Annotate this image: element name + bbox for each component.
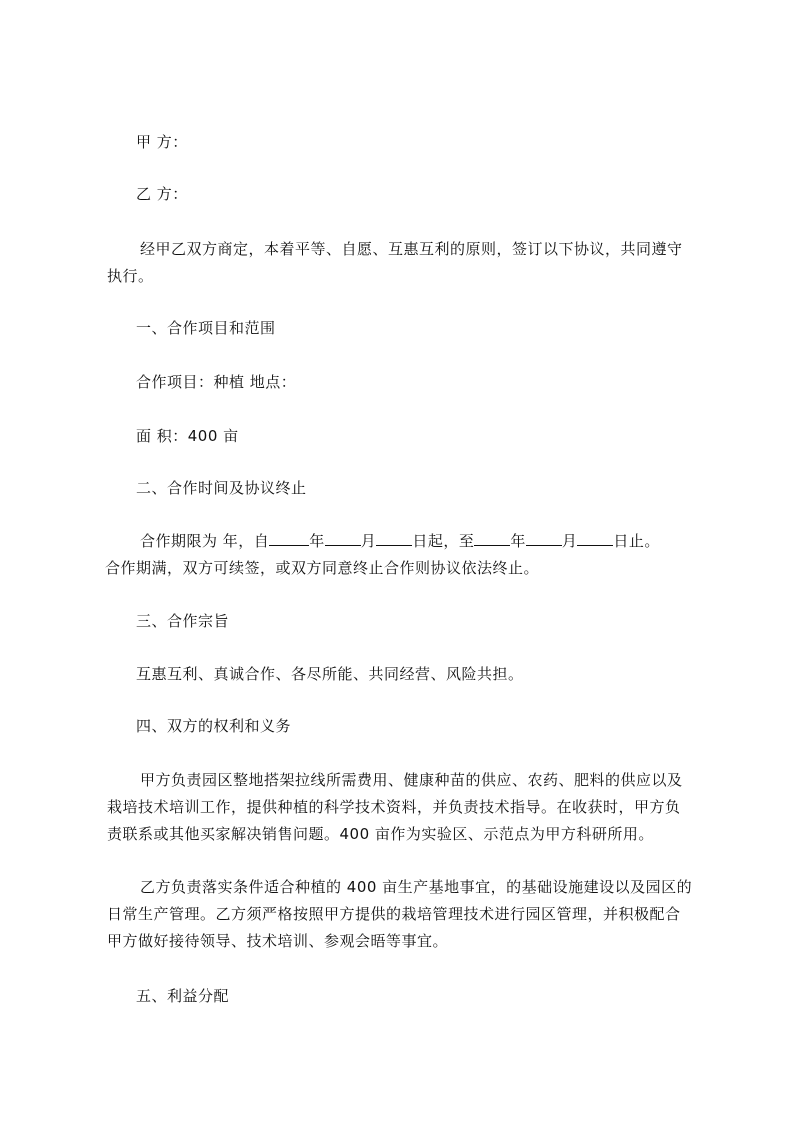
term-year-2: 年 xyxy=(510,532,526,550)
purpose-line: 互惠互利、真诚合作、各尽所能、共同经营、风险共担。 xyxy=(136,665,524,683)
party-b-duty-line-1: 乙方负责落实条件适合种植的 400 亩生产基地事宜，的基础设施建设以及园区的 xyxy=(140,878,693,896)
section-2-heading: 二、合作时间及协议终止 xyxy=(136,479,307,497)
area-line: 面 积：400 亩 xyxy=(136,427,239,445)
intro-paragraph-line-1: 经甲乙双方商定，本着平等、自愿、互惠互利的原则，签订以下协议，共同遵守 xyxy=(140,240,683,258)
term-line xyxy=(140,531,660,551)
party-b-duty-line-3: 甲方做好接待领导、技术培训、参观会晤等事宜。 xyxy=(107,932,449,950)
intro-paragraph-line-2: 执行。 xyxy=(107,267,154,285)
section-5-heading: 五、利益分配 xyxy=(136,987,230,1005)
end-day-blank xyxy=(577,531,613,546)
start-day-blank xyxy=(376,531,412,546)
party-b-duty-line-2: 日常生产管理。乙方须严格按照甲方提供的栽培管理技术进行园区管理，并积极配合 xyxy=(107,905,681,923)
term-day-2: 日止。 xyxy=(613,532,660,550)
section-1-heading: 一、合作项目和范围 xyxy=(136,319,276,337)
end-month-blank xyxy=(526,531,562,546)
party-a-label: 甲 方： xyxy=(136,133,188,151)
term-prefix: 合作期限为 年，自 xyxy=(140,532,270,550)
term-month-2: 月 xyxy=(561,532,578,550)
term-line-2: 合作期满，双方可续签，或双方同意终止合作则协议依法终止。 xyxy=(105,559,540,577)
term-month-1: 月 xyxy=(360,532,377,550)
party-a-duty-line-3: 责联系或其他买家解决销售问题。400 亩作为实验区、示范点为甲方科研所用。 xyxy=(107,825,654,843)
term-year-1: 年 xyxy=(309,532,325,550)
end-year-blank xyxy=(474,531,510,546)
section-4-heading: 四、双方的权利和义务 xyxy=(136,717,292,735)
party-a-duty-line-2: 栽培技术培训工作，提供种植的科学技术资料，并负责技术指导。在收获时，甲方负 xyxy=(107,798,681,816)
party-a-duty-line-1: 甲方负责园区整地搭架拉线所需费用、健康种苗的供应、农药、肥料的供应以及 xyxy=(140,771,683,789)
start-year-blank xyxy=(269,531,309,546)
start-month-blank xyxy=(325,531,361,546)
project-line: 合作项目：种植 地点： xyxy=(136,373,297,391)
term-day-1: 日起，至 xyxy=(412,532,475,550)
party-b-label: 乙 方： xyxy=(136,185,188,203)
section-3-heading: 三、合作宗旨 xyxy=(136,612,230,630)
